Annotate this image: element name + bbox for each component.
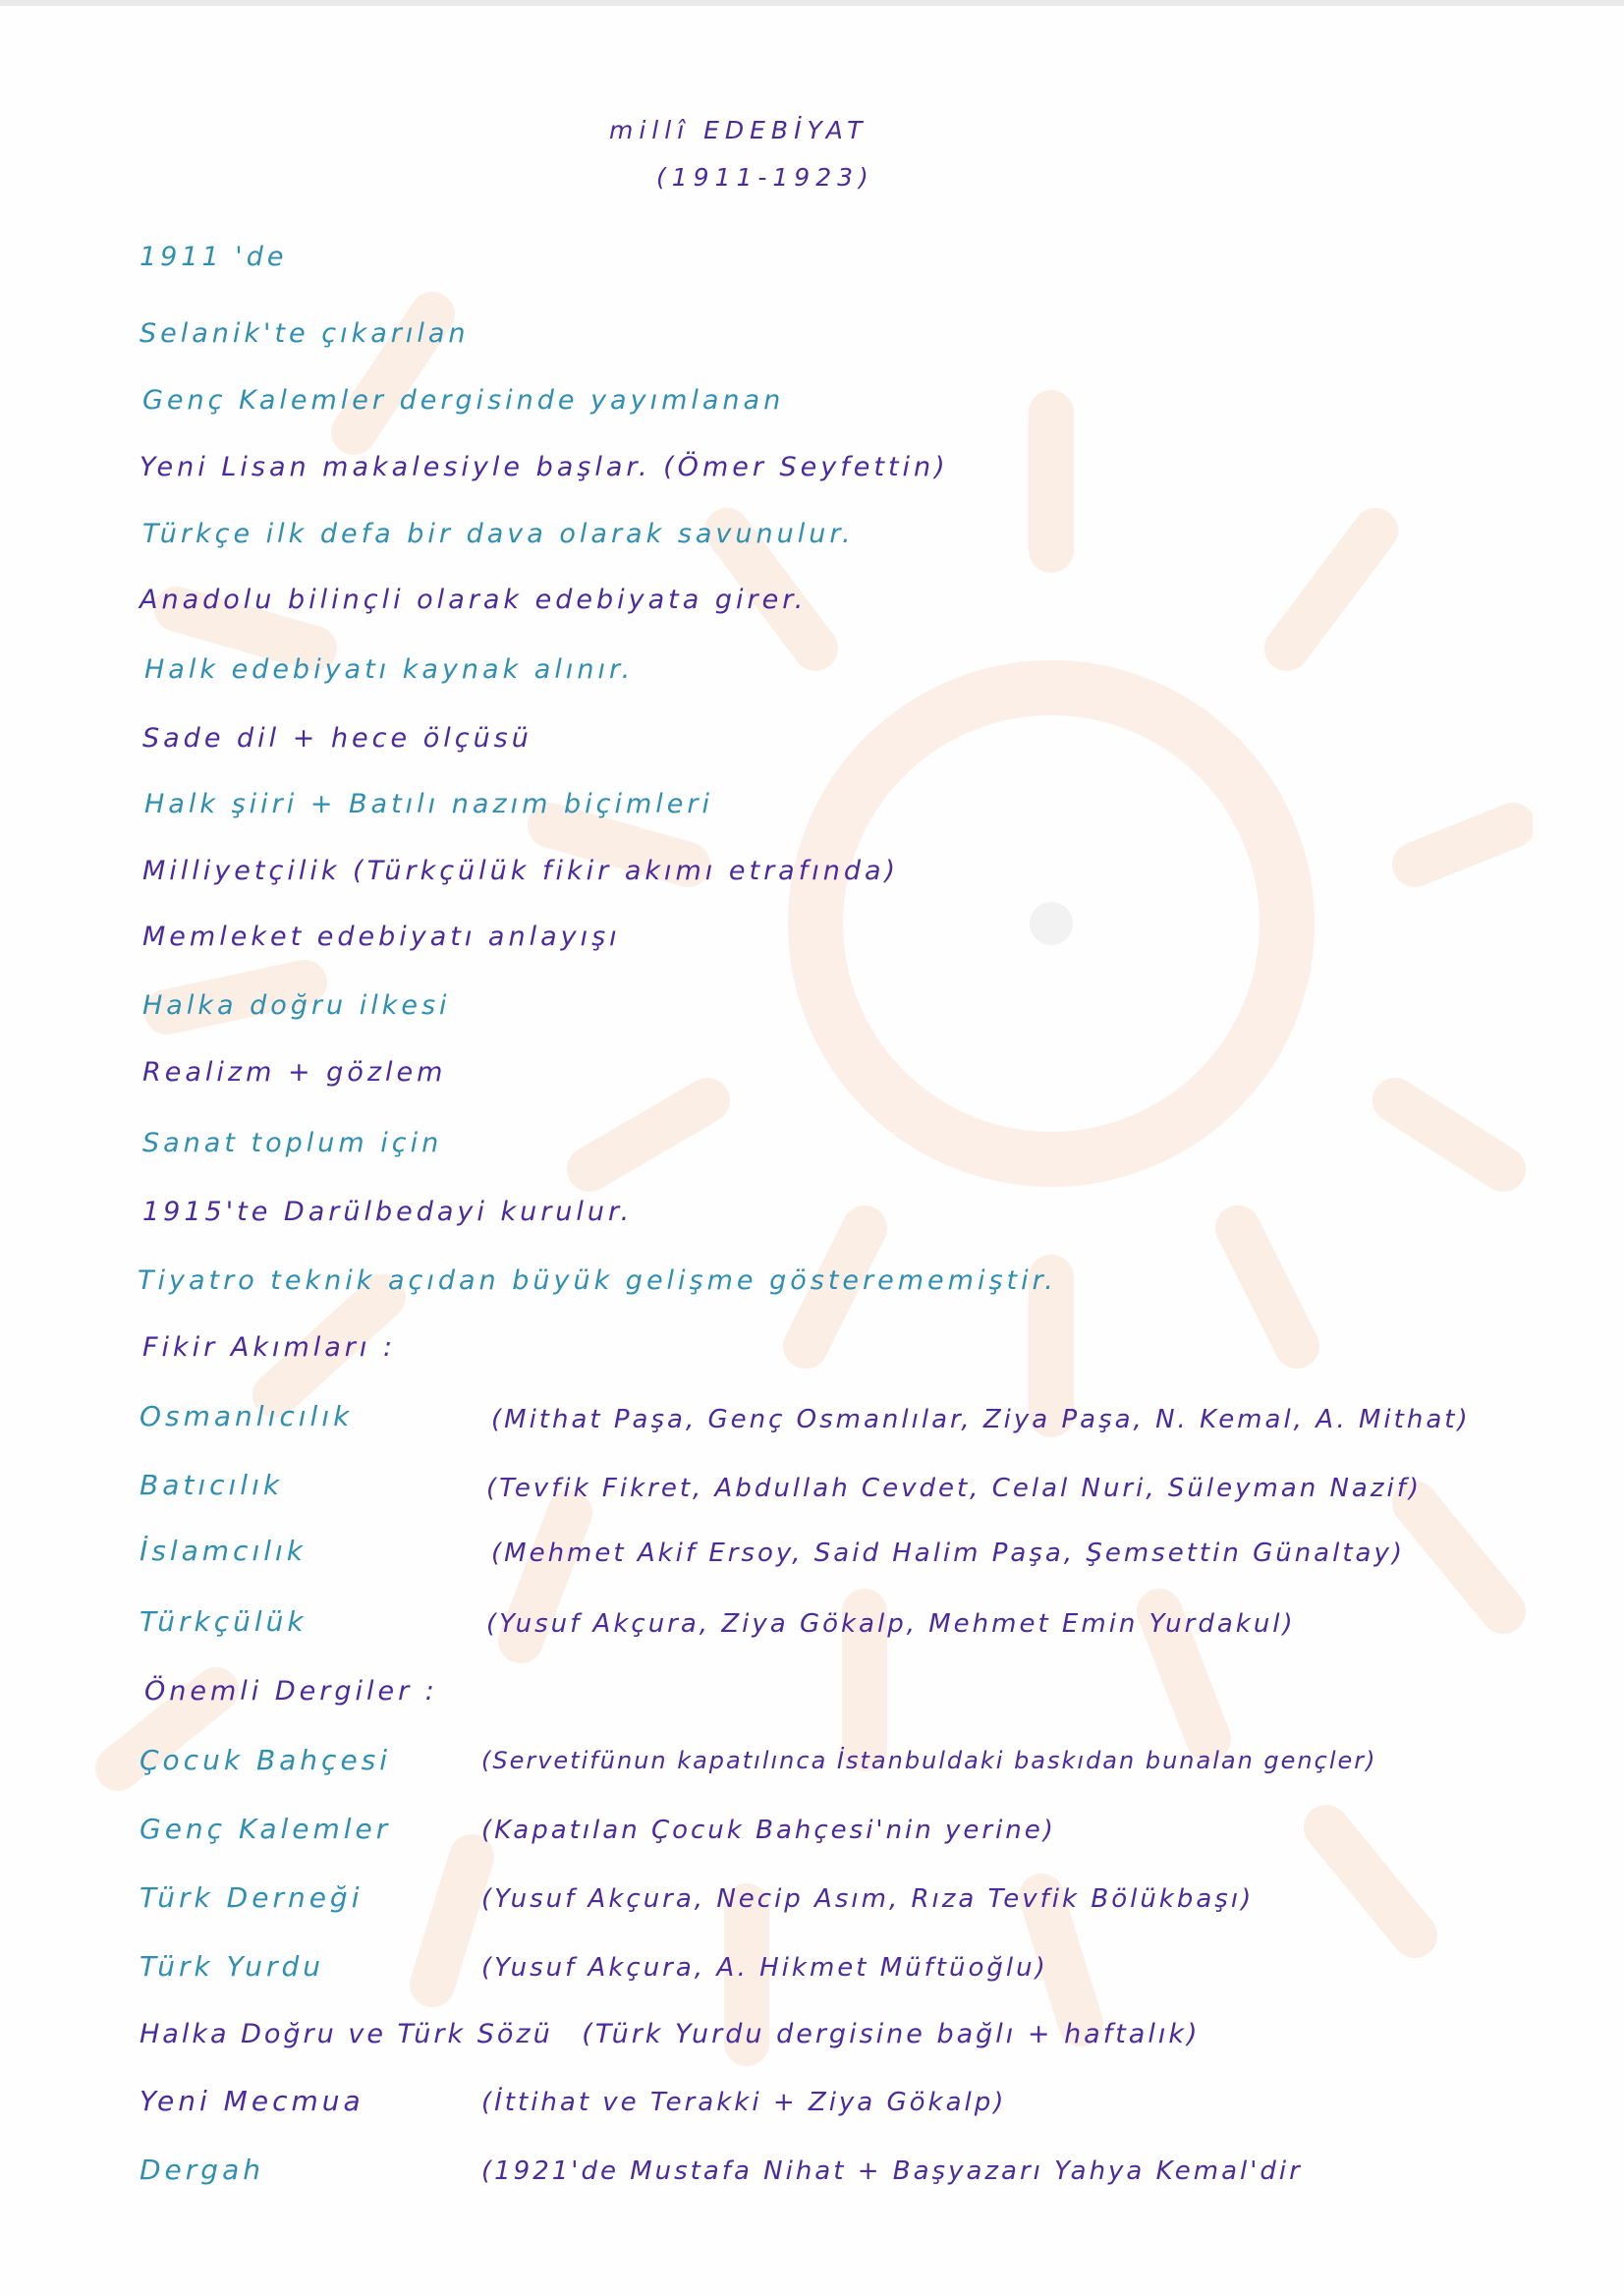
dergi-desc: (Yusuf Akçura, Necip Asım, Rıza Tevfik Bölükbaşı) (481, 1884, 1255, 1914)
dergi-name: Halka Doğru ve Türk Sözü (140, 2019, 553, 2049)
intro-line: Halk edebiyatı kaynak alınır. (144, 654, 635, 685)
dergi-name: Türk Derneği (140, 1881, 364, 1914)
intro-line: Memleket edebiyatı anlayışı (142, 922, 621, 952)
intro-line: Sanat toplum için (142, 1128, 443, 1158)
dergi-name-and-desc-halka-dogru (140, 2021, 1201, 2047)
intro-line: Genç Kalemler dergisinde yayımlanan (142, 385, 785, 416)
dergi-desc: (İttihat ve Terakki + Ziya Gökalp) (481, 2088, 1007, 2117)
intro-line: Halka doğru ilkesi (142, 990, 451, 1021)
fikir-akimi-desc: (Mithat Paşa, Genç Osmanlılar, Ziya Paşa, N. Kemal, A. Mithat) (491, 1405, 1471, 1434)
fikir-akimi-desc: (Yusuf Akçura, Ziya Gökalp, Mehmet Emin Yurdakul) (486, 1609, 1296, 1639)
scan-top-border (0, 0, 1624, 6)
dergi-name: Genç Kalemler (140, 1813, 392, 1845)
intro-line: Anadolu bilinçli olarak edebiyata girer. (140, 585, 808, 615)
page-period: (1911-1923) (656, 163, 874, 192)
dergi-name: Yeni Mecmua (140, 2085, 364, 2117)
dergi-desc: (Yusuf Akçura, A. Hikmet Müftüoğlu) (481, 1953, 1048, 1983)
intro-line: Milliyetçilik (Türkçülük fikir akımı etrafında) (142, 856, 900, 886)
intro-line: 1911 'de (140, 242, 288, 272)
intro-line: Realizm + gözlem (142, 1057, 447, 1088)
dergi-name: Türk Yurdu (140, 1950, 324, 1983)
dergi-desc: (Kapatılan Çocuk Bahçesi'nin yerine) (481, 1816, 1056, 1845)
fikir-akimi-name: Türkçülük (140, 1605, 308, 1638)
page-title: millî EDEBİYAT (609, 116, 868, 144)
intro-line: Selanik'te çıkarılan (140, 318, 470, 349)
dergi-desc: (1921'de Mustafa Nihat + Başyazarı Yahya Kemal'dir (481, 2156, 1303, 2186)
dergi-desc: (Türk Yurdu dergisine bağlı + haftalık) (582, 2019, 1201, 2049)
dergi-name: Dergah (140, 2154, 264, 2186)
dergi-desc: (Servetifünun kapatılınca İstanbuldaki baskıdan bunalan gençler) (481, 1747, 1377, 1774)
section-heading-fikir-akimlari: Fikir Akımları : (142, 1332, 397, 1363)
intro-line: Tiyatro teknik açıdan büyük gelişme gösterememiştir. (138, 1265, 1057, 1296)
fikir-akimi-name: Osmanlıcılık (140, 1400, 354, 1432)
intro-line: Türkçe ilk defa bir dava olarak savunulur. (142, 519, 855, 549)
fikir-akimi-name: Batıcılık (140, 1469, 284, 1501)
fikir-akimi-name: İslamcılık (140, 1535, 308, 1567)
fikir-akimi-desc: (Mehmet Akif Ersoy, Said Halim Paşa, Şemsettin Günaltay) (491, 1539, 1405, 1568)
intro-line: 1915'te Darülbedayi kurulur. (142, 1197, 634, 1227)
dergi-name: Çocuk Bahçesi (140, 1744, 392, 1776)
fikir-akimi-desc: (Tevfik Fikret, Abdullah Cevdet, Celal Nuri, Süleyman Nazif) (486, 1474, 1423, 1503)
intro-line: Yeni Lisan makalesiyle başlar. (Ömer Seyfettin) (140, 452, 949, 482)
section-heading-onemli-dergiler: Önemli Dergiler : (144, 1676, 438, 1707)
intro-line: Sade dil + hece ölçüsü (142, 723, 532, 754)
intro-line: Halk şiiri + Batılı nazım biçimleri (144, 789, 713, 819)
